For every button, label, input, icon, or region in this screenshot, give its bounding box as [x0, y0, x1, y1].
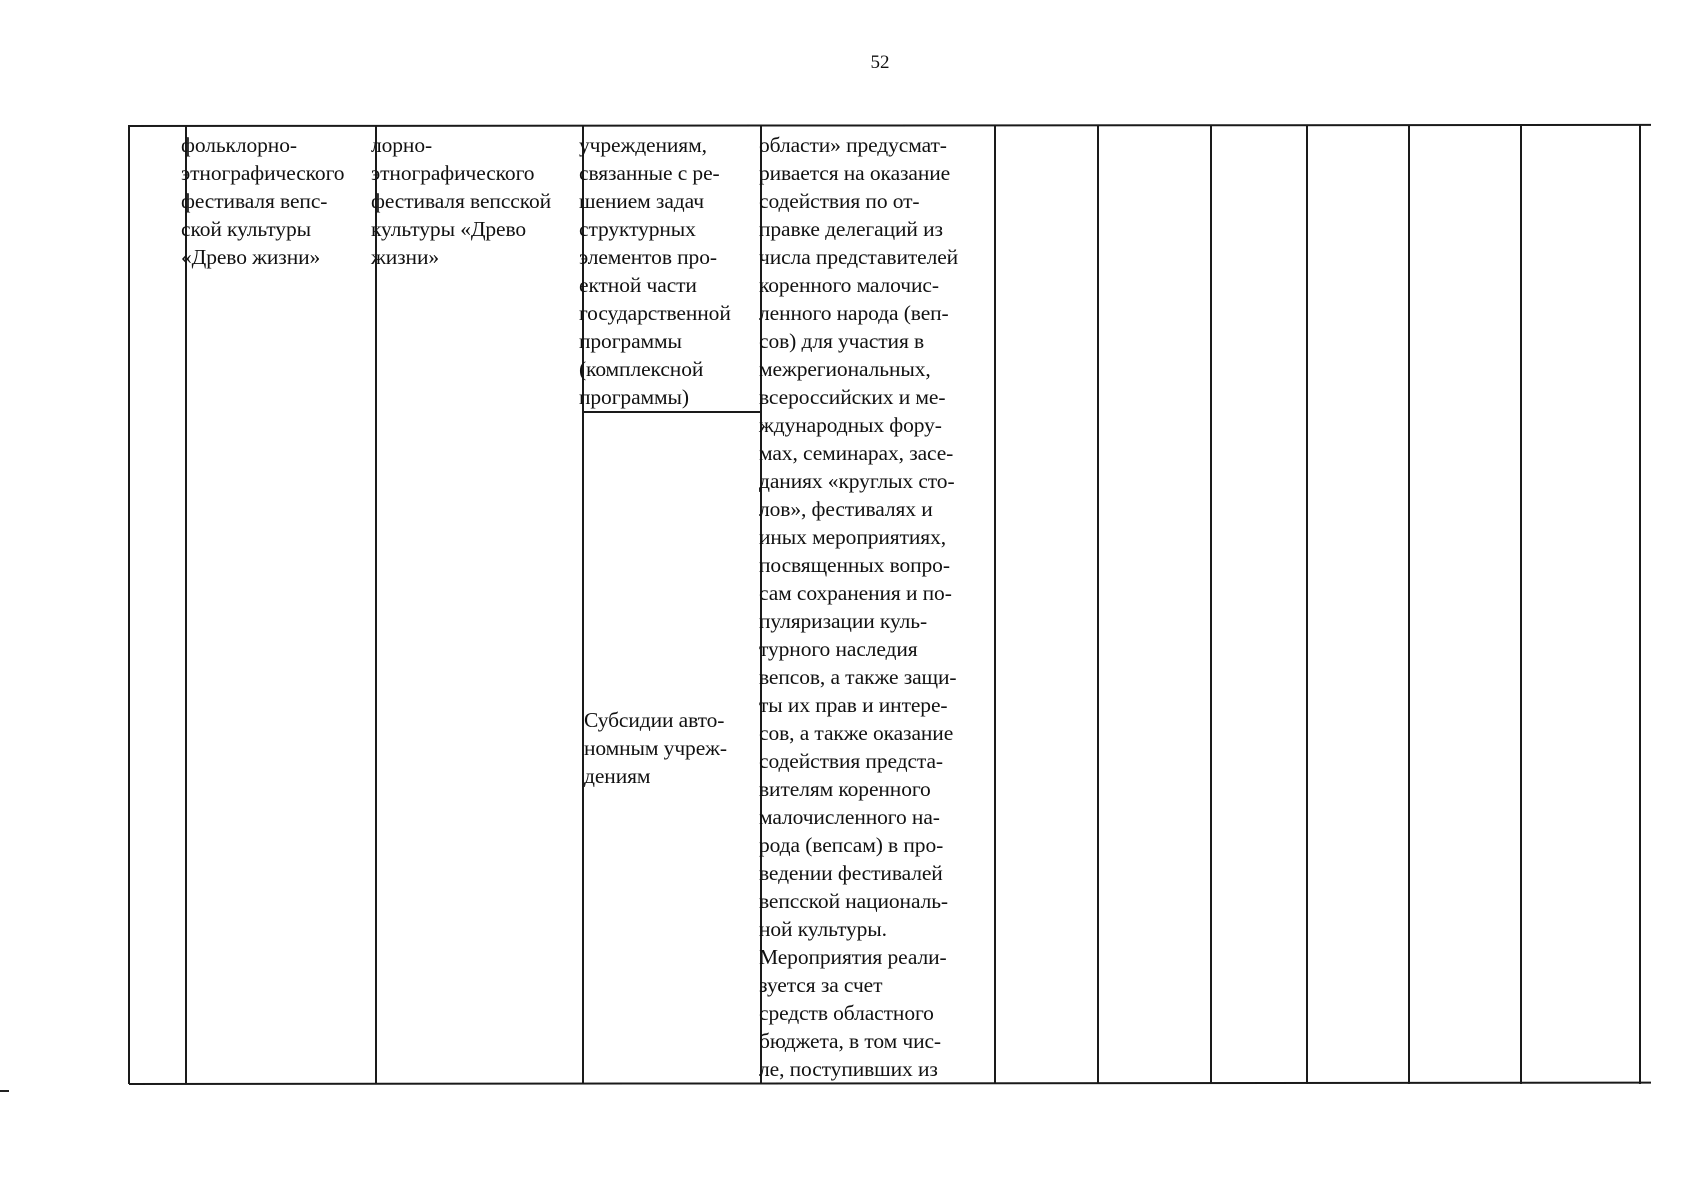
col-border-8: [1306, 125, 1308, 1084]
col-border-9: [1408, 125, 1410, 1084]
col-border-7: [1210, 125, 1212, 1084]
expense-type-upper-cell: учреждениям, связанные с ре- шением задач структурных элементов про- ектной части государственной программы (комплексной программы): [579, 133, 731, 409]
table-top-border: [128, 124, 1651, 127]
col-border-0: [128, 125, 130, 1084]
page-number: 52: [870, 52, 890, 73]
description-cell: области» предусмат- ривается на оказание содействия по от- правке делегаций из числа представителей коренного малочис- ленного народа (веп- сов) для участия в межрегиональных, всероссийских и ме- ждународных фору- мах, семинарах, засе- даниях «круглых сто- лов», фестивалях и иных мероприятиях, посвященных вопро- сам сохранения и по- пуляризации куль- турного наследия вепсов, а также защи- ты их прав и интере- сов, а также оказание содействия предста- вителям коренного малочисленного на- рода (вепсам) в про- ведении фестивалей вепсской националь- ной культуры. Мероприятия реали- зуется за счет средств областного бюджета, в том чис- ле, поступивших из: [759, 133, 959, 1081]
col-border-10: [1520, 125, 1522, 1084]
expense-type-lower-cell: Субсидии авто- номным учреж- дениям: [584, 708, 727, 788]
col-border-11: [1639, 125, 1641, 1084]
col-border-6: [1097, 125, 1099, 1084]
program-name-cell: фольклорно- этнографического фестиваля вепс- ской культуры «Древо жизни»: [181, 133, 345, 269]
col-border-5: [994, 125, 996, 1084]
event-name-cell: лорно- этнографического фестиваля вепсской культуры «Древо жизни»: [371, 133, 552, 269]
expense-cell-divider: [582, 411, 760, 413]
